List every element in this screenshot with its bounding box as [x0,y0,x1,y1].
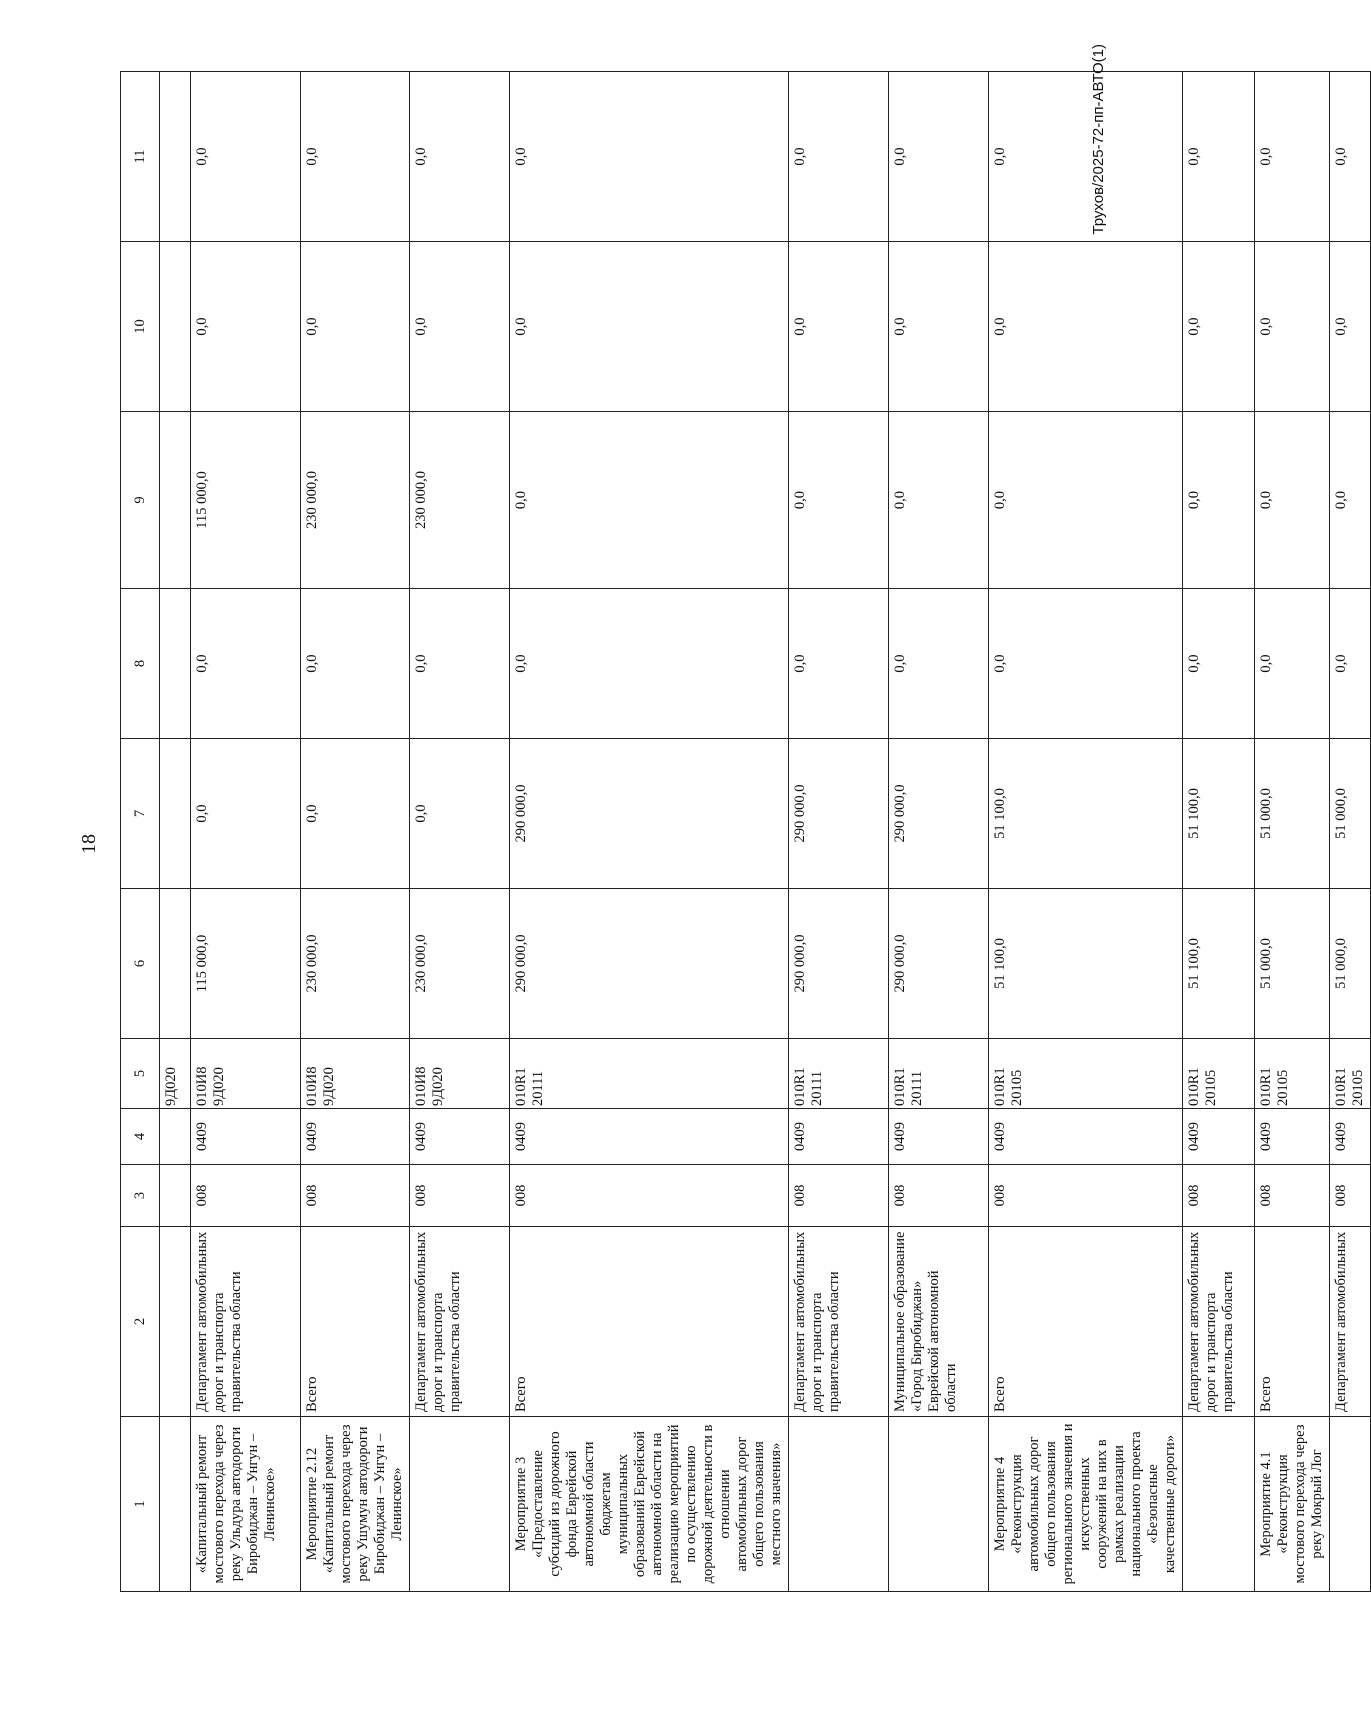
table-cell-col-5: 010R1 20105 [1255,1039,1330,1109]
table-cell-col-6: 51 100,0 [989,889,1183,1039]
table-row [410,72,510,1592]
table-cell-col-11: 0,0 [989,72,1183,242]
table-cell-col-10: 0,0 [889,242,989,412]
table-row [191,72,301,1592]
table-cell-col-10: 0,0 [301,242,410,412]
table-cell-col-3: 008 [1255,1165,1330,1227]
table-cell-col-7: 0,0 [410,739,510,889]
table-cell-col-5: 010R1 20105 [1183,1039,1255,1109]
table-cell-col-11: 0,0 [789,72,889,242]
column-number: 4 [121,1109,160,1165]
table-cell-col-5: 9Д020 [160,1039,191,1109]
table-cell-col-4: 0409 [191,1109,301,1165]
table-cell-col-9: 0,0 [889,412,989,589]
table-cell-col-9: 230 000,0 [301,412,410,589]
table-cell-col-6: 51 100,0 [1183,889,1255,1039]
table-cell-col-1: «Капитальный ремонт мостового перехода через реку Ульдура автодороги Биробиджан – Унгун – Ленинское» [191,1417,301,1592]
table-cell-col-10: 0,0 [1330,242,1371,412]
rotated-page [60,36,1366,1652]
table-cell-col-11: 0,0 [889,72,989,242]
table-cell-col-3: 008 [301,1165,410,1227]
table-cell-col-1 [1330,1417,1371,1592]
table-cell-col-2: Департамент автомобильных дорог и транспорта правительства области [1183,1227,1255,1417]
table-cell-col-6: 290 000,0 [889,889,989,1039]
table-cell-col-6: 230 000,0 [301,889,410,1039]
table-cell-col-2: Всего [1255,1227,1330,1417]
table-cell-col-3: 008 [789,1165,889,1227]
table-cell-col-8: 0,0 [410,589,510,739]
table-row [301,72,410,1592]
table-cell-col-4: 0409 [410,1109,510,1165]
table-cell-col-3: 008 [510,1165,789,1227]
table-row [989,72,1183,1592]
table-row [160,72,191,1592]
table-cell-col-6 [160,889,191,1039]
table-cell-col-10: 0,0 [191,242,301,412]
table-cell-col-5: 010R1 20105 [989,1039,1183,1109]
table-cell-col-8: 0,0 [1183,589,1255,739]
table-cell-col-1: Мероприятие 2.12 «Капитальный ремонт мостового перехода через реку Ушумун автодороги Биробиджан – Унгун – Ленинское» [301,1417,410,1592]
table-cell-col-1 [889,1417,989,1592]
table-cell-col-6: 290 000,0 [789,889,889,1039]
column-number: 6 [121,889,160,1039]
table-cell-col-11: 0,0 [1183,72,1255,242]
table-row [1255,72,1330,1592]
table-cell-col-1 [1183,1417,1255,1592]
table-cell-col-5: 010И8 9Д020 [191,1039,301,1109]
table-cell-col-9: 0,0 [989,412,1183,589]
document-code: Трухов/2025-72-пп-АВТО(1) [1090,44,1107,235]
table-cell-col-1 [410,1417,510,1592]
table-cell-col-1: Мероприятие 4 «Реконструкция автомобильных дорог общего пользования регионального значения и искусственных сооружений на них в рамках реализации национального проекта «Безопасные качественные дороги» [989,1417,1183,1592]
table-cell-col-3: 008 [1330,1165,1371,1227]
table-cell-col-5: 010R1 20111 [789,1039,889,1109]
table-cell-col-5: 010R1 20111 [889,1039,989,1109]
table-cell-col-4: 0409 [1183,1109,1255,1165]
table-cell-col-7: 51 000,0 [1255,739,1330,889]
table-cell-col-8: 0,0 [510,589,789,739]
table-cell-col-11: 0,0 [191,72,301,242]
table-cell-col-5: 010R1 20105 [1330,1039,1371,1109]
table-cell-col-11: 0,0 [510,72,789,242]
table-cell-col-10 [160,242,191,412]
column-number-row [121,72,160,1592]
table-cell-col-4: 0409 [301,1109,410,1165]
table-cell-col-8: 0,0 [301,589,410,739]
table-cell-col-6: 115 000,0 [191,889,301,1039]
table-cell-col-8 [160,589,191,739]
table-cell-col-7: 290 000,0 [789,739,889,889]
table-cell-col-8: 0,0 [789,589,889,739]
table-cell-col-1 [789,1417,889,1592]
table-cell-col-4: 0409 [989,1109,1183,1165]
table-cell-col-8: 0,0 [191,589,301,739]
table-cell-col-4: 0409 [1330,1109,1371,1165]
table-cell-col-4: 0409 [789,1109,889,1165]
table-cell-col-2: Всего [989,1227,1183,1417]
table-cell-col-3: 008 [191,1165,301,1227]
table-cell-col-3: 008 [410,1165,510,1227]
table-row [1330,72,1371,1592]
table-cell-col-8: 0,0 [1330,589,1371,739]
table-cell-col-7: 290 000,0 [510,739,789,889]
table-cell-col-7: 51 100,0 [1183,739,1255,889]
table-cell-col-2: Всего [301,1227,410,1417]
table-cell-col-10: 0,0 [1255,242,1330,412]
table-cell-col-6: 51 000,0 [1255,889,1330,1039]
table-cell-col-3: 008 [989,1165,1183,1227]
table-cell-col-5: 010И8 9Д020 [301,1039,410,1109]
table-cell-col-9: 0,0 [510,412,789,589]
table-cell-col-9: 230 000,0 [410,412,510,589]
table-cell-col-2: Департамент автомобильных дорог и транспорта правительства области [191,1227,301,1417]
table-cell-col-4: 0409 [510,1109,789,1165]
table-cell-col-2: Департамент автомобильных [1330,1227,1371,1417]
table-cell-col-3: 008 [1183,1165,1255,1227]
table-cell-col-11: 0,0 [301,72,410,242]
table-cell-col-11: 0,0 [1330,72,1371,242]
table-cell-col-8: 0,0 [889,589,989,739]
table-cell-col-11: 0,0 [1255,72,1330,242]
column-number: 7 [121,739,160,889]
table-cell-col-5: 010И8 9Д020 [410,1039,510,1109]
table-cell-col-1 [160,1417,191,1592]
column-number: 8 [121,589,160,739]
table-cell-col-7: 0,0 [191,739,301,889]
table-row [789,72,889,1592]
column-number: 5 [121,1039,160,1109]
table-cell-col-9: 0,0 [1183,412,1255,589]
column-number: 2 [121,1227,160,1417]
table-cell-col-7 [160,739,191,889]
table-cell-col-7: 0,0 [301,739,410,889]
table-cell-col-10: 0,0 [1183,242,1255,412]
table-row [510,72,789,1592]
table-cell-col-7: 290 000,0 [889,739,989,889]
table-cell-col-6: 230 000,0 [410,889,510,1039]
table-cell-col-2: Департамент автомобильных дорог и транспорта правительства области [410,1227,510,1417]
table-cell-col-9: 0,0 [1255,412,1330,589]
table-cell-col-3 [160,1165,191,1227]
table-cell-col-4: 0409 [1255,1109,1330,1165]
table-cell-col-7: 51 000,0 [1330,739,1371,889]
table-cell-col-2: Муниципальное образование «Город Биробиджан» Еврейской автономной области [889,1227,989,1417]
table-cell-col-6: 51 000,0 [1330,889,1371,1039]
table-cell-col-1: Мероприятие 3 «Предоставление субсидий из дорожного фонда Еврейской автономной области бюджетам муниципальных образований Еврейской автономной области на реализацию мероприятий по осуществлению дорожной деятельности в отношении автомобильных дорог общего пользования местного значения» [510,1417,789,1592]
table-cell-col-4 [160,1109,191,1165]
table-cell-col-9: 0,0 [789,412,889,589]
table-cell-col-8: 0,0 [1255,589,1330,739]
table-cell-col-11: 0,0 [410,72,510,242]
table-row [1183,72,1255,1592]
table-cell-col-3: 008 [889,1165,989,1227]
column-number: 9 [121,412,160,589]
table-cell-col-9: 0,0 [1330,412,1371,589]
column-number: 3 [121,1165,160,1227]
table-cell-col-2: Департамент автомобильных дорог и транспорта правительства области [789,1227,889,1417]
table-cell-col-9 [160,412,191,589]
table-cell-col-10: 0,0 [789,242,889,412]
table-cell-col-7: 51 100,0 [989,739,1183,889]
table-cell-col-2: Всего [510,1227,789,1417]
column-number: 11 [121,72,160,242]
table-cell-col-11 [160,72,191,242]
table-cell-col-10: 0,0 [510,242,789,412]
table-cell-col-9: 115 000,0 [191,412,301,589]
table-cell-col-4: 0409 [889,1109,989,1165]
table-cell-col-10: 0,0 [989,242,1183,412]
table-row [889,72,989,1592]
table-body [160,72,1371,1592]
page-number: 18 [78,834,100,854]
column-number: 1 [121,1417,160,1592]
table-cell-col-2 [160,1227,191,1417]
column-number: 10 [121,242,160,412]
table-cell-col-10: 0,0 [410,242,510,412]
table-cell-col-5: 010R1 20111 [510,1039,789,1109]
table-cell-col-6: 290 000,0 [510,889,789,1039]
table-cell-col-1: Мероприятие 4.1 «Реконструкция мостового перехода через реку Мокрый Лог [1255,1417,1330,1592]
table-cell-col-8: 0,0 [989,589,1183,739]
